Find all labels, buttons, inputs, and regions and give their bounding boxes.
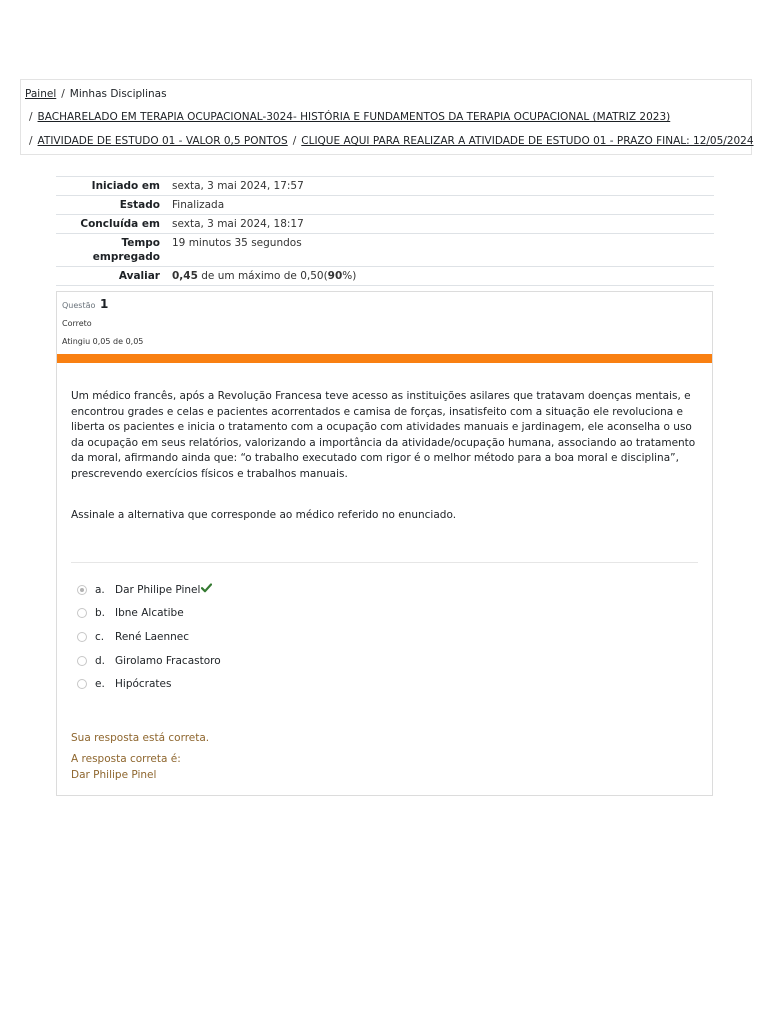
summary-label-part: Tempo	[121, 237, 160, 249]
answer-option-c[interactable]	[77, 625, 221, 649]
summary-value: 19 minutos 35 segundos	[172, 237, 302, 249]
summary-row-state	[56, 196, 714, 215]
answer-letter: b.	[95, 607, 106, 620]
question-accent-bar	[57, 354, 712, 363]
radio-button[interactable]	[77, 656, 87, 666]
breadcrumb-link-quiz[interactable]: CLIQUE AQUI PARA REALIZAR A ATIVIDADE DE ESTUDO 01 - PRAZO FINAL: 12/05/2024	[301, 135, 754, 147]
answer-option-b[interactable]	[77, 602, 221, 626]
grade-text: %)	[342, 270, 357, 282]
breadcrumb-link-course[interactable]: BACHARELADO EM TERAPIA OCUPACIONAL-3024- HISTÓRIA E FUNDAMENTOS DA TERAPIA OCUPACIONAL (MATRIZ 2023)	[37, 111, 671, 123]
grade-text: de um máximo de 0,50(	[197, 270, 328, 282]
summary-label-part: empregado	[92, 251, 160, 263]
grade-score: 0,45	[172, 270, 198, 282]
breadcrumb-separator: /	[29, 135, 33, 147]
answer-text: Dar Philipe Pinel	[115, 583, 201, 596]
radio-button[interactable]	[77, 608, 87, 618]
summary-row-completed	[56, 215, 714, 234]
question-text: Um médico francês, após a Revolução Francesa teve acesso as instituições asilares que tratavam doenças mentais, e encontrou grades e celas e pacientes acorrentados e camisa de forças, insatisfeito com a situação ele revoluciona e liberta os pacientes e inicia o tratamento com a ocupação com atividades manuais e jardinagem, ele aconselha o uso da ocupação em seus relatórios, valorizando a importância da atividade/ocupação humana, associando ao tratamento da moral, afirmando ainda que: “o trabalho executado com rigor é o melhor método para a boa moral e disciplina”, prescrevendo exercícios físicos e trabalhos manuais.	[71, 390, 696, 480]
feedback-correct: Sua resposta está correta.	[71, 732, 210, 744]
breadcrumb-line-2	[29, 111, 670, 123]
summary-label: Concluída em	[80, 218, 160, 230]
breadcrumb-link-painel[interactable]: Painel	[25, 88, 57, 100]
summary-label: Estado	[119, 199, 160, 211]
question-prompt: Assinale a alternativa que corresponde ao médico referido no enunciado.	[71, 509, 457, 521]
summary-value: sexta, 3 mai 2024, 17:57	[172, 180, 304, 192]
summary-value	[168, 267, 714, 286]
breadcrumb-separator: /	[292, 135, 297, 147]
question-card	[56, 291, 713, 796]
summary-row-grade	[56, 267, 714, 286]
feedback-answer-label: A resposta correta é:	[71, 753, 181, 765]
summary-label	[56, 234, 168, 267]
answer-option-d[interactable]	[77, 649, 221, 673]
radio-button[interactable]	[77, 632, 87, 642]
answer-letter: c.	[95, 630, 105, 643]
breadcrumb-separator: /	[61, 88, 65, 100]
summary-row-time	[56, 234, 714, 267]
answer-letter: a.	[95, 583, 105, 596]
breadcrumb-link-activity[interactable]: ATIVIDADE DE ESTUDO 01 - VALOR 0,5 PONTOS	[37, 135, 288, 147]
question-feedback	[71, 730, 209, 783]
summary-value: sexta, 3 mai 2024, 18:17	[172, 218, 304, 230]
answer-option-e[interactable]	[77, 672, 221, 696]
radio-button-selected[interactable]	[77, 585, 87, 595]
answer-text: Ibne Alcatibe	[115, 607, 184, 620]
question-grade: Atingiu 0,05 de 0,05	[62, 337, 144, 346]
breadcrumb-item-minhas-disciplinas: Minhas Disciplinas	[69, 88, 167, 100]
summary-label: Avaliar	[118, 270, 160, 282]
answer-letter: e.	[95, 678, 105, 691]
feedback-answer: Dar Philipe Pinel	[71, 769, 157, 781]
radio-button[interactable]	[77, 679, 87, 689]
answer-option-a[interactable]	[77, 578, 221, 602]
answer-list	[77, 578, 221, 696]
check-icon	[201, 583, 212, 596]
summary-value: Finalizada	[172, 199, 225, 211]
answer-text: Hipócrates	[115, 678, 172, 691]
answer-text: René Laennec	[115, 630, 190, 643]
question-info	[62, 297, 143, 346]
question-number	[62, 297, 143, 311]
breadcrumb	[20, 79, 752, 155]
grade-percent: 90	[327, 270, 343, 282]
answer-text: Girolamo Fracastoro	[115, 654, 221, 667]
breadcrumb-separator: /	[29, 111, 33, 123]
breadcrumb-line-3	[29, 135, 754, 147]
summary-label: Iniciado em	[91, 180, 160, 192]
divider	[71, 562, 698, 563]
question-state: Correto	[62, 319, 92, 328]
attempt-summary-table	[56, 176, 714, 286]
breadcrumb-line-1	[25, 88, 167, 100]
question-number-value: 1	[99, 297, 109, 311]
summary-row-started	[56, 177, 714, 196]
answer-letter: d.	[95, 654, 106, 667]
question-label: Questão	[62, 301, 96, 310]
